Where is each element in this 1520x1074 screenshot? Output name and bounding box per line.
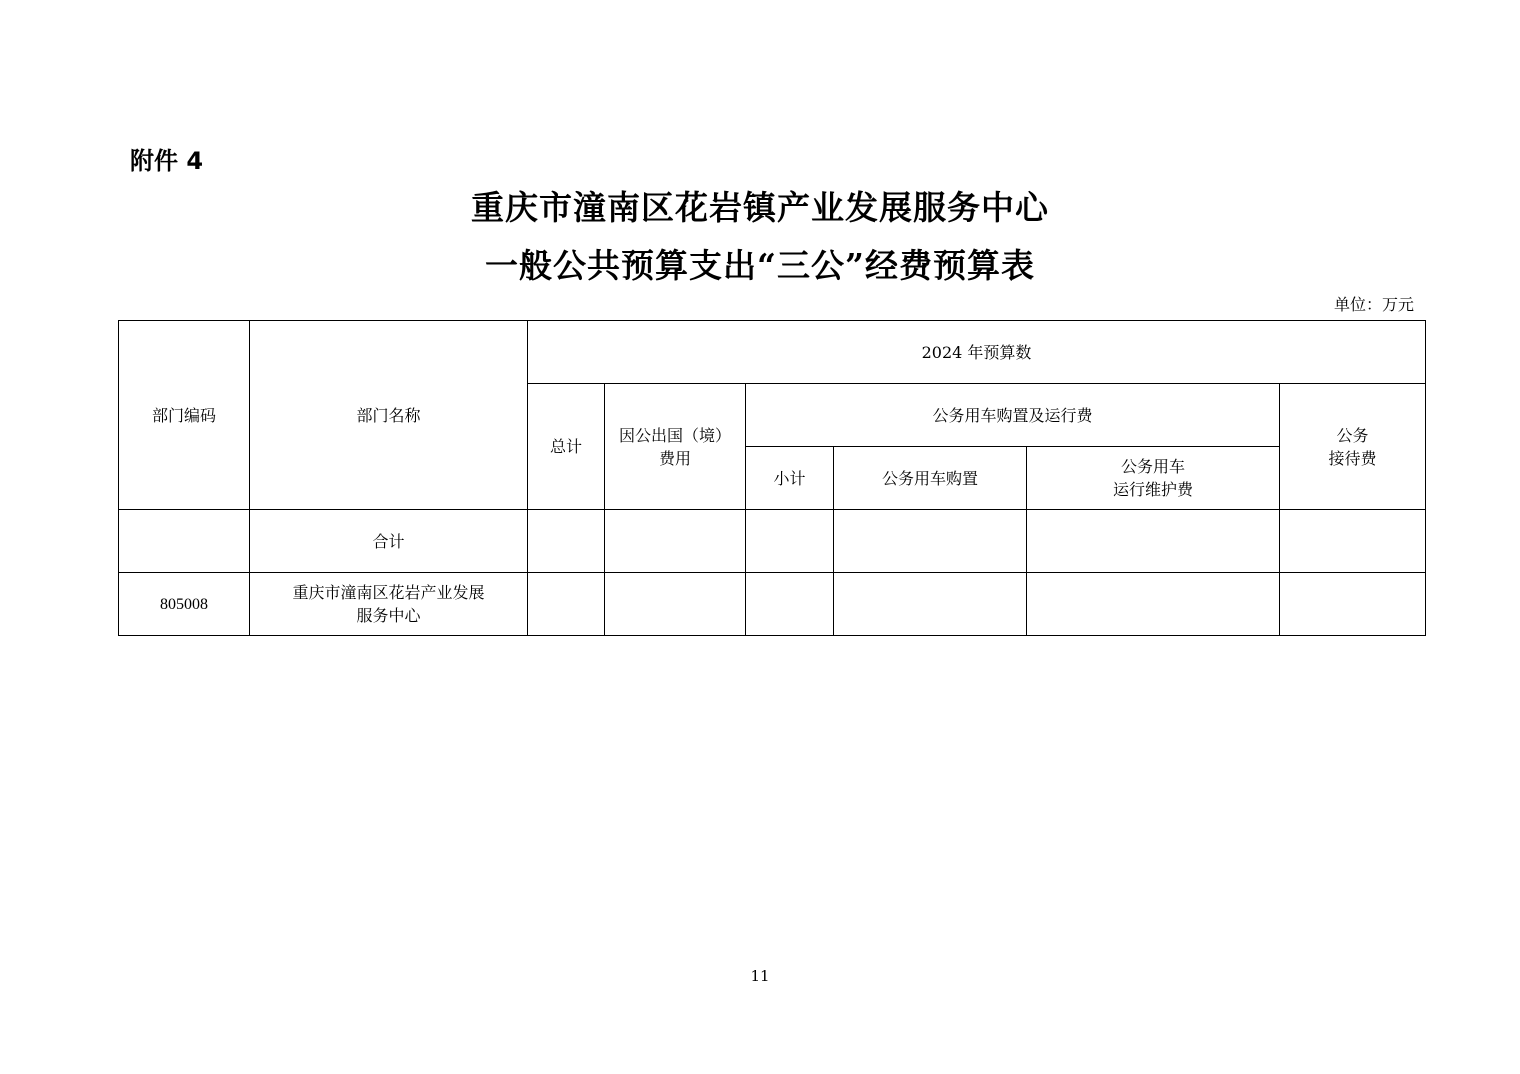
total-abroad-cell xyxy=(605,510,746,573)
header-vehicle-maintenance xyxy=(1027,447,1280,510)
table-row xyxy=(119,573,1426,636)
header-subtotal: 小计 xyxy=(746,447,834,510)
dept-name-line1: 重庆市潼南区花岩产业发展 xyxy=(292,583,485,602)
attachment-label: 附件 4 xyxy=(130,147,204,175)
total-code-cell xyxy=(119,510,250,573)
header-dept-code: 部门编码 xyxy=(119,321,250,510)
header-abroad-line2: 费用 xyxy=(658,448,691,468)
row-reception-cell xyxy=(1280,573,1426,636)
header-vehicle-purchase: 公务用车购置 xyxy=(834,447,1027,510)
total-label-cell: 合计 xyxy=(250,510,528,573)
header-vehicle-maintenance-line2: 运行维护费 xyxy=(1112,480,1193,499)
dept-code-cell: 805008 xyxy=(119,573,250,636)
total-reception-cell xyxy=(1280,510,1426,573)
header-reception xyxy=(1280,384,1426,510)
document-title-line1: 重庆市潼南区花岩镇产业发展服务中心 xyxy=(471,188,1049,227)
dept-name-cell xyxy=(250,573,528,636)
total-total-cell xyxy=(528,510,605,573)
document-title-line2: 一般公共预算支出“三公”经费预算表 xyxy=(485,246,1035,285)
row-subtotal-cell xyxy=(746,573,834,636)
header-abroad xyxy=(605,384,746,510)
budget-table xyxy=(118,320,1426,636)
row-abroad-cell xyxy=(605,573,746,636)
header-budget-year: 2024 年预算数 xyxy=(528,321,1426,384)
total-purchase-cell xyxy=(834,510,1027,573)
header-reception-line1: 公务 xyxy=(1336,425,1369,445)
unit-label: 单位：万元 xyxy=(1333,295,1414,314)
row-total-cell xyxy=(528,573,605,636)
total-maintenance-cell xyxy=(1027,510,1280,573)
total-row xyxy=(119,510,1426,573)
header-abroad-line1: 因公出国（境） xyxy=(618,425,731,445)
header-vehicle-maintenance-line1: 公务用车 xyxy=(1120,457,1185,476)
page-number: 11 xyxy=(750,967,770,985)
header-vehicle-group: 公务用车购置及运行费 xyxy=(746,384,1280,447)
header-dept-name: 部门名称 xyxy=(250,321,528,510)
row-maintenance-cell xyxy=(1027,573,1280,636)
row-purchase-cell xyxy=(834,573,1027,636)
dept-name-line2: 服务中心 xyxy=(356,606,421,625)
header-total: 总计 xyxy=(528,384,605,510)
total-subtotal-cell xyxy=(746,510,834,573)
header-row-1 xyxy=(119,321,1426,384)
header-reception-line2: 接待费 xyxy=(1328,448,1377,468)
